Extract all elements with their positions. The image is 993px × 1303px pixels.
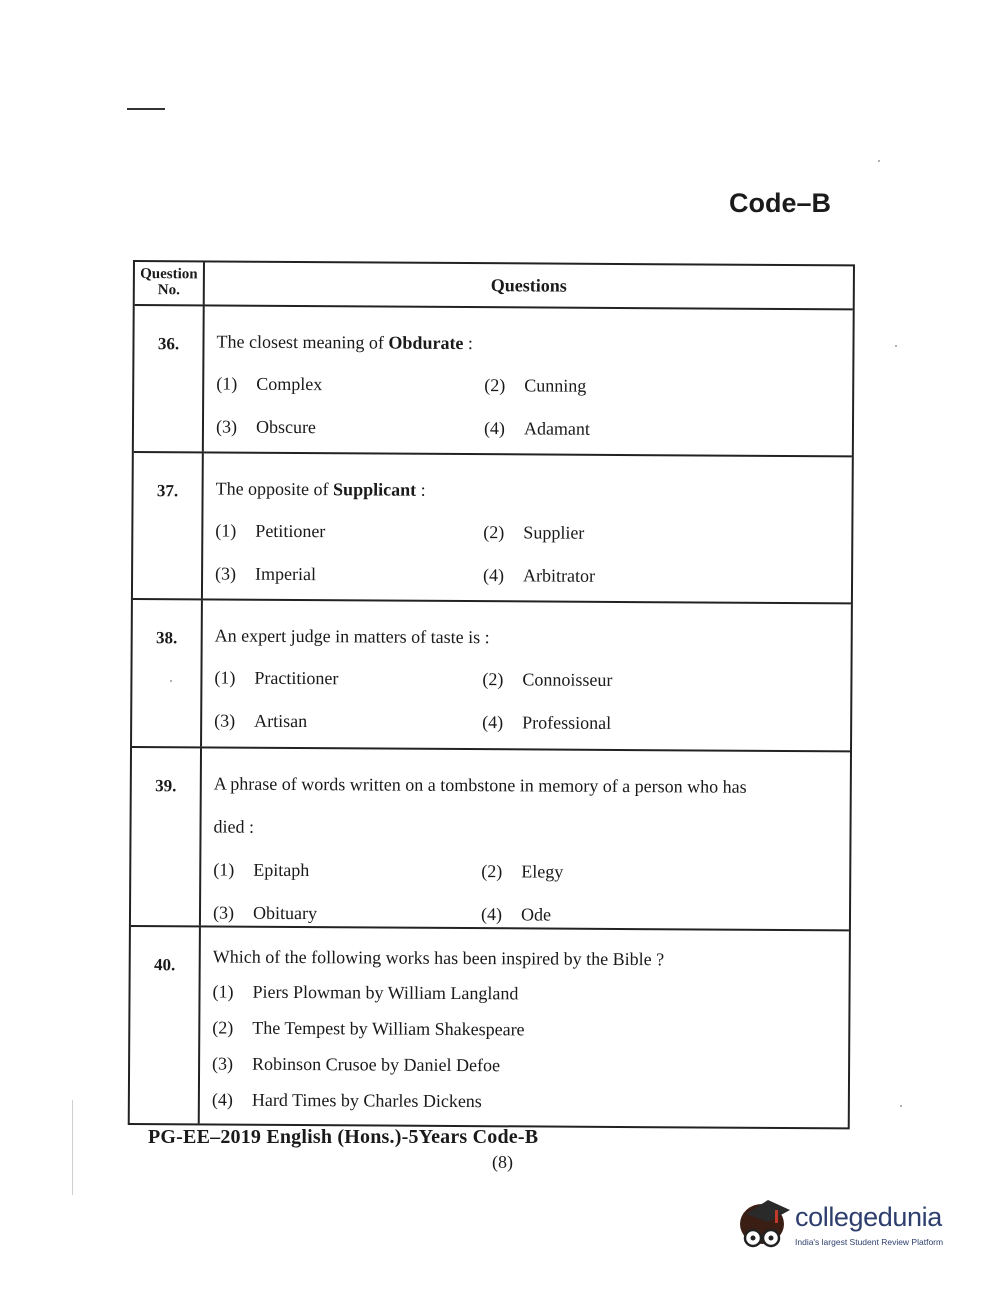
brand-tagline: India's largest Student Review Platform [795,1237,944,1247]
scan-speck [895,345,897,347]
option-2: (2) Supplier [483,522,585,543]
collegedunia-watermark [738,1196,960,1256]
question-row-37 [133,453,852,604]
question-stem: An expert judge in matters of taste is : [214,625,490,648]
option-4: (4) Professional [482,712,612,733]
question-row-40 [130,927,849,1127]
option-4: (4) Ode [480,904,552,925]
question-row-38 [132,600,851,752]
footer-title: PG-EE–2019 English (Hons.)-5Years Code-B [148,1126,539,1148]
option-2: (2) Connoisseur [482,669,613,690]
question-number: 40. [130,927,201,1123]
page-number: (8) [492,1152,513,1172]
scan-edge-line [72,1100,73,1195]
question-stem: A phrase of words written on a tombstone in memory of a person who has died : [213,773,747,837]
option-2: (2) Elegy [481,861,564,882]
question-row-36 [134,306,853,457]
question-row-39 [131,748,850,931]
option-1: (1) Epitaph [213,859,310,881]
question-number: 39. [131,748,202,925]
brand-name: collegedunia [795,1202,942,1232]
option-4: (4) Hard Times by Charles Dickens [211,1089,482,1112]
mascot-icon [738,1196,794,1254]
question-number: 38. [132,600,203,746]
questions-header: Questions [490,275,567,296]
option-1: (1) Piers Plowman by William Langland [212,981,519,1004]
option-4: (4) Arbitrator [483,565,596,586]
option-3: (3) Imperial [215,563,317,585]
table-header [135,262,853,310]
option-1: (1) Complex [216,373,323,395]
code-label: Code–B [729,188,832,218]
option-4: (4) Adamant [483,418,591,439]
question-stem: Which of the following works has been inspired by the Bible ? [212,946,665,970]
question-number: 37. [133,453,204,598]
scan-speck [170,680,172,682]
option-1: (1) Practitioner [214,667,339,689]
scan-speck [900,1105,902,1107]
question-number: 36. [134,306,205,451]
question-stem: The opposite of Supplicant : [215,478,426,500]
option-1: (1) Petitioner [215,520,326,542]
option-3: (3) Obscure [215,416,317,438]
top-dash [127,108,165,110]
option-3: (3) Obituary [212,902,318,924]
option-3: (3) Artisan [214,710,308,732]
scan-speck [878,160,880,162]
question-table [128,260,855,1129]
option-2: (2) The Tempest by William Shakespeare [212,1017,525,1040]
question-stem: The closest meaning of Obdurate : [216,331,474,354]
option-2: (2) Cunning [484,375,587,396]
question-no-header: Question No. [135,262,205,304]
option-3: (3) Robinson Crusoe by Daniel Defoe [212,1053,501,1076]
